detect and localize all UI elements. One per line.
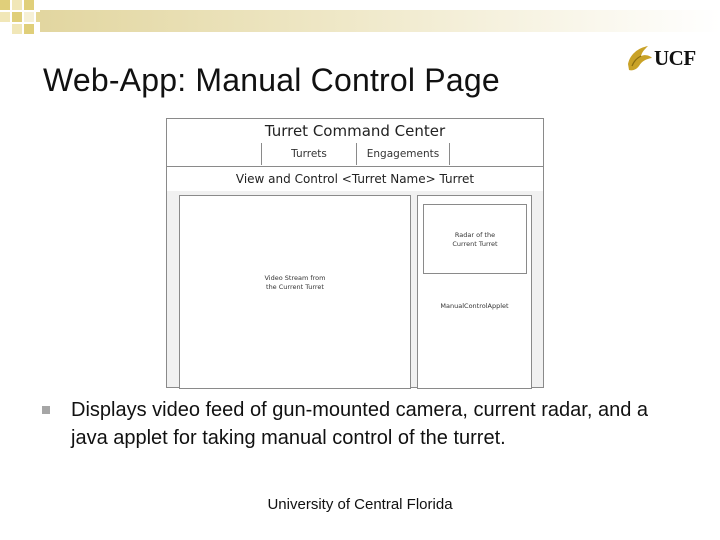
wireframe-tab-turrets: Turrets	[261, 143, 356, 165]
video-label-line1: Video Stream from	[264, 274, 326, 282]
wireframe-title: Turret Command Center	[167, 119, 543, 144]
wireframe-tab-bar	[167, 143, 543, 167]
video-label-line2: the Current Turret	[266, 283, 324, 291]
footer-text: University of Central Florida	[267, 496, 453, 513]
bullet-square-icon	[42, 406, 50, 414]
radar-label-line1: Radar of the	[454, 231, 496, 239]
wireframe-tab-engagements: Engagements	[356, 143, 450, 165]
ucf-logo	[624, 42, 700, 76]
wireframe-heading: View and Control <Turret Name> Turret	[167, 167, 543, 191]
logo-text: UCF	[654, 46, 696, 70]
wireframe-mockup	[166, 118, 544, 388]
pegasus-icon	[624, 42, 654, 74]
wireframe-right-panel	[417, 195, 532, 389]
slide-title: Web-App: Manual Control Page	[43, 62, 500, 98]
wireframe-radar-panel	[423, 204, 527, 274]
header-gradient-bar	[40, 10, 720, 32]
radar-label-line2: Current Turret	[452, 240, 498, 248]
applet-label: ManualControlApplet	[440, 302, 509, 310]
wireframe-video-panel	[179, 195, 411, 389]
bullet-text: Displays video feed of gun-mounted camera, current radar, and a java applet for taking manual control of the turret.	[71, 399, 648, 449]
